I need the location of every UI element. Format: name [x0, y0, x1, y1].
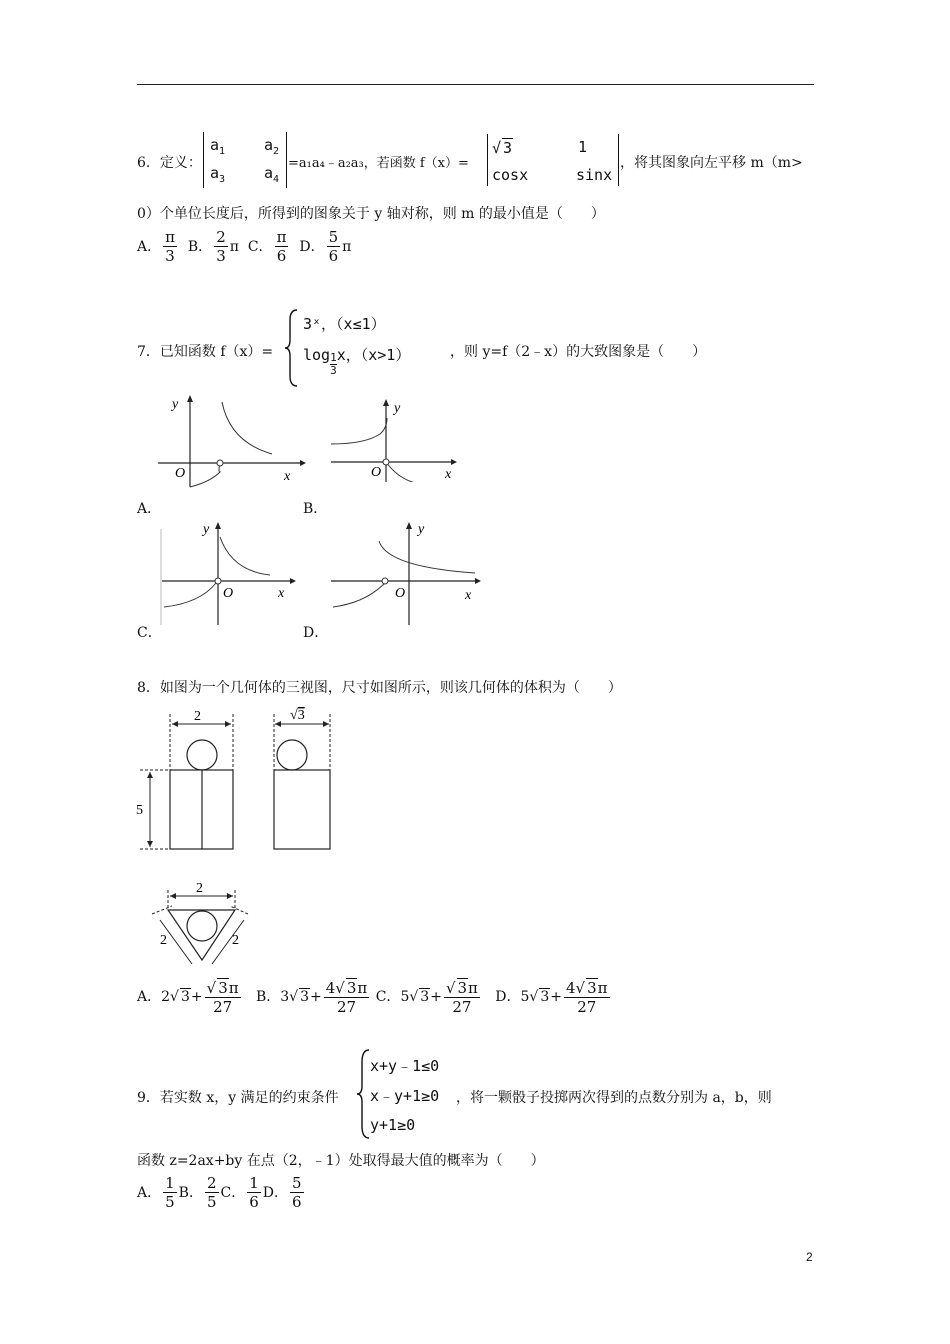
graph-b-x: x: [445, 467, 452, 482]
q6-option-d[interactable]: D． $\frac{5}{6}$ π: [299, 228, 352, 265]
det-a2: $a_2$: [264, 136, 280, 157]
q6-option-c[interactable]: C． $\frac{\pi}{6}$: [247, 228, 287, 265]
graph-b-origin: O: [371, 465, 382, 480]
q6-prefix: 6．定义：: [137, 155, 202, 171]
front-width-label: 2: [194, 709, 201, 724]
q6-line2: 0）个单位长度后，所得到的图象关于 y 轴对称，则 m 的最小值是（ ）: [137, 206, 605, 222]
q7-graph-c[interactable]: [150, 517, 300, 627]
det-one: 1: [578, 138, 588, 156]
q7-case1: 3ˣ，（x≤1）: [303, 315, 386, 333]
graph-a-y: y: [172, 397, 179, 412]
q8-option-b[interactable]: B．3√ 3+ $\frac{4√ 3\pi}{27}$: [255, 979, 368, 1016]
q9-option-b[interactable]: B． $\frac{2}{5}$: [178, 1174, 217, 1211]
q7-prefix: 7．已知函数 f（x）=: [137, 344, 274, 360]
q8-options: [137, 978, 612, 1016]
q8-side-view: [268, 700, 348, 856]
q6-tail: ，将其图象向左平移 m（m>: [620, 155, 803, 171]
q8-text: 8．如图为一个几何体的三视图，尺寸如图所示，则该几何体的体积为（ ）: [137, 680, 622, 696]
q7-label-c: C．: [137, 625, 162, 641]
q7-graph-b[interactable]: [325, 398, 465, 482]
det-a4: $a_4$: [264, 164, 280, 185]
top-width-label: 2: [196, 881, 203, 896]
height-label: 5: [136, 803, 143, 818]
q8-front-view: [130, 700, 250, 856]
det-a3: $a_3$: [210, 164, 226, 185]
q7-graph-a[interactable]: [150, 392, 310, 492]
graph-b-y: y: [394, 401, 401, 416]
q9-constraint-3: y+1≥0: [370, 1116, 416, 1134]
q6-options: [137, 228, 351, 265]
q7-label-b: B．: [303, 501, 328, 517]
q9-constraint-1: x+y﹣1≤0: [370, 1057, 440, 1075]
graph-d-origin: O: [395, 586, 406, 601]
graph-a-origin: O: [175, 466, 186, 481]
q9-options: [137, 1174, 306, 1211]
q9-tail: ，将一颗骰子投掷两次得到的点数分别为 a，b，则: [456, 1090, 772, 1106]
top-left-label: 2: [160, 933, 167, 948]
graph-a-x: x: [284, 469, 291, 484]
q9-option-d[interactable]: D． $\frac{5}{6}$: [262, 1174, 302, 1211]
q7-graph-d[interactable]: [325, 517, 485, 627]
page-number: 2: [806, 1250, 813, 1264]
q9-constraint-2: x﹣y+1≥0: [370, 1087, 440, 1105]
top-right-label: 2: [232, 933, 239, 948]
q6-option-a[interactable]: A． $\frac{\pi}{3}$: [137, 228, 175, 265]
q7-label-a: A．: [137, 501, 162, 517]
graph-c-x: x: [278, 586, 285, 601]
q6-definition-rhs: =a₁a₄﹣a₂a₃，若函数 f（x）=: [288, 156, 469, 171]
q9-option-c[interactable]: C． $\frac{1}{6}$: [220, 1174, 259, 1211]
q7-case2: log $\frac{1}{3}$ x，（x>1）: [303, 346, 411, 377]
graph-d-y: y: [418, 522, 425, 537]
q9-line2: 函数 z=2ax+by 在点（2，﹣1）处取得最大值的概率为（ ）: [137, 1153, 545, 1169]
q8-option-a[interactable]: A．2√ 3+ $\frac{√ 3\pi}{27}$: [137, 979, 239, 1016]
q7-tail: ，则 y=f（2﹣x）的大致图象是（ ）: [450, 344, 707, 360]
q9-prefix: 9．若实数 x，y 满足的约束条件: [137, 1090, 339, 1106]
q8-option-d[interactable]: D．5√ 3+ $\frac{4√ 3\pi}{27}$: [495, 979, 608, 1016]
q6-option-b[interactable]: B． $\frac{2}{3}$ π: [187, 228, 239, 265]
det-sinx: sinx: [576, 166, 613, 184]
graph-c-y: y: [203, 522, 210, 537]
q8-top-view: [140, 876, 280, 968]
det-cosx: cosx: [492, 166, 529, 184]
header-rule: [137, 84, 814, 85]
graph-c-origin: O: [223, 586, 234, 601]
q9-option-a[interactable]: A． $\frac{1}{5}$: [137, 1174, 175, 1211]
q7-label-d: D．: [303, 625, 329, 641]
graph-d-x: x: [465, 588, 472, 603]
q6-function-determinant: [487, 134, 619, 186]
q7-brace: [284, 308, 300, 388]
q8-option-c[interactable]: C．5√ 3+ $\frac{√ 3\pi}{27}$: [375, 979, 478, 1016]
q6-definition-determinant: [203, 132, 287, 188]
side-width-label: √3: [290, 708, 305, 723]
det-a1: $a_1$: [210, 136, 226, 157]
det-sqrt3: √ 3: [492, 139, 513, 157]
